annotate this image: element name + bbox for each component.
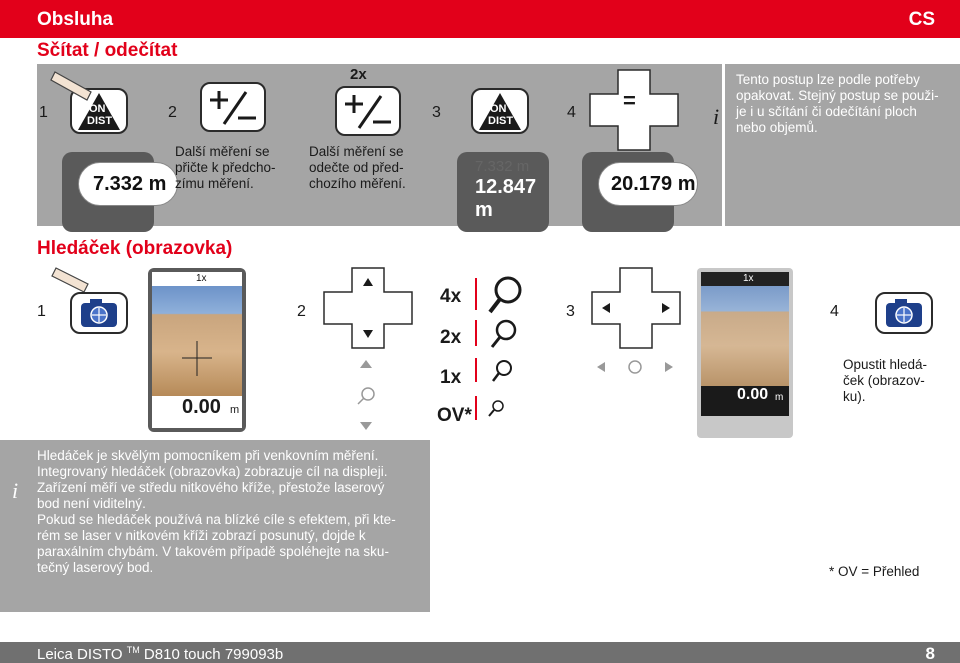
navigation-cross-key[interactable] — [322, 266, 414, 350]
step-number: 2 — [297, 303, 306, 320]
header-title: Obsluha — [37, 9, 114, 30]
step-number: 1 — [37, 303, 46, 320]
brightness-icon — [593, 354, 677, 380]
viewfinder-image — [152, 286, 242, 396]
status-bar: 1x — [152, 272, 242, 286]
plus-minus-key[interactable] — [200, 82, 266, 132]
step-number: 1 — [39, 104, 48, 121]
device-display — [62, 152, 167, 232]
section-title-add-subtract: Sčítat / odečítat — [37, 40, 178, 61]
step-number: 4 — [830, 303, 839, 320]
add-subtract-panel — [37, 64, 722, 226]
step-number: 3 — [432, 104, 441, 121]
display-value: 20.179 m — [611, 173, 696, 195]
camera-key[interactable] — [70, 292, 128, 334]
on-dist-key[interactable]: ON DIST — [471, 88, 529, 134]
plus-minus-key-twice[interactable] — [335, 86, 401, 136]
viewfinder-info-panel — [0, 440, 430, 612]
zoom-level-1x: 1x — [440, 367, 462, 388]
display-value: 12.847 m — [475, 176, 537, 221]
step2-subtract-text: Další měření se odečte od před- chozího měření. — [309, 144, 406, 191]
camera-icon — [72, 294, 126, 332]
plus-minus-icon — [337, 88, 399, 134]
measurement-bar: 0.00 m — [152, 396, 242, 428]
press-twice-badge: 2x — [350, 66, 367, 83]
info-icon: i — [713, 104, 720, 129]
device-display: 7.332 m 12.847 m — [457, 152, 549, 232]
step-number: 3 — [566, 303, 575, 320]
footnote-overview: * OV = Přehled — [829, 564, 920, 579]
viewfinder-device-brightness — [697, 268, 793, 438]
zoom-level-4x: 4x — [440, 286, 462, 307]
camera-icon — [877, 294, 931, 332]
footer-product: Leica DISTO ™ D810 touch 799093b — [37, 645, 284, 663]
on-dist-key[interactable]: ON DIST — [70, 88, 128, 134]
magnifier-icons — [462, 272, 528, 432]
header-language: CS — [908, 9, 935, 30]
add-subtract-info-text: Tento postup lze podle potřeby opakovat. Stejný postup se použi- je i u sčítání či odečítání ploch nebo objemů. — [736, 72, 939, 135]
status-bar: 1x — [701, 272, 789, 286]
exit-viewfinder-text: Opustit hledá- ček (obrazov- ku). — [843, 357, 928, 404]
info-icon: i — [12, 478, 19, 503]
plus-minus-icon — [202, 84, 264, 130]
step-number: 2 — [168, 104, 177, 121]
display-value: 7.332 m — [93, 173, 167, 195]
finger-press-icon — [47, 66, 107, 106]
step2-add-text: Další měření se přičte k předcho- zímu měření. — [175, 144, 276, 191]
crosshair-icon — [152, 286, 242, 396]
add-subtract-info-panel — [713, 64, 960, 226]
equals-key-symbol: = — [623, 88, 636, 113]
page-number: 8 — [925, 644, 935, 663]
camera-key-exit[interactable] — [875, 292, 933, 334]
section-title-viewfinder: Hledáček (obrazovka) — [37, 238, 233, 259]
zoom-level-overview: OV* — [437, 405, 472, 426]
measurement-bar: 0.00 m — [701, 386, 789, 416]
viewfinder-device — [148, 268, 246, 432]
viewfinder-image — [701, 286, 789, 386]
zoom-level-2x: 2x — [440, 327, 462, 348]
viewfinder-info-text: Hledáček je skvělým pomocníkem při venkovním měření. Integrovaný hledáček (obrazovka) zobrazuje cíl na displeji. Zařízení měří ve středu nitkového kříže, přestože laserový bod není viditelný. Pokud se hledáček používá na blízké cíle s efektem, při kte- rém se laser v nitkovém kříži zobrazí posunutý, dojde k paraxálním chybám. V takovém případě spoléhejte na sku- tečný laserový bod. — [37, 448, 396, 575]
zoom-arrows-icon — [348, 356, 384, 434]
header-bar — [0, 0, 960, 38]
step-number: 4 — [567, 104, 576, 121]
navigation-cross-key[interactable] — [590, 266, 682, 350]
device-display — [582, 152, 696, 232]
